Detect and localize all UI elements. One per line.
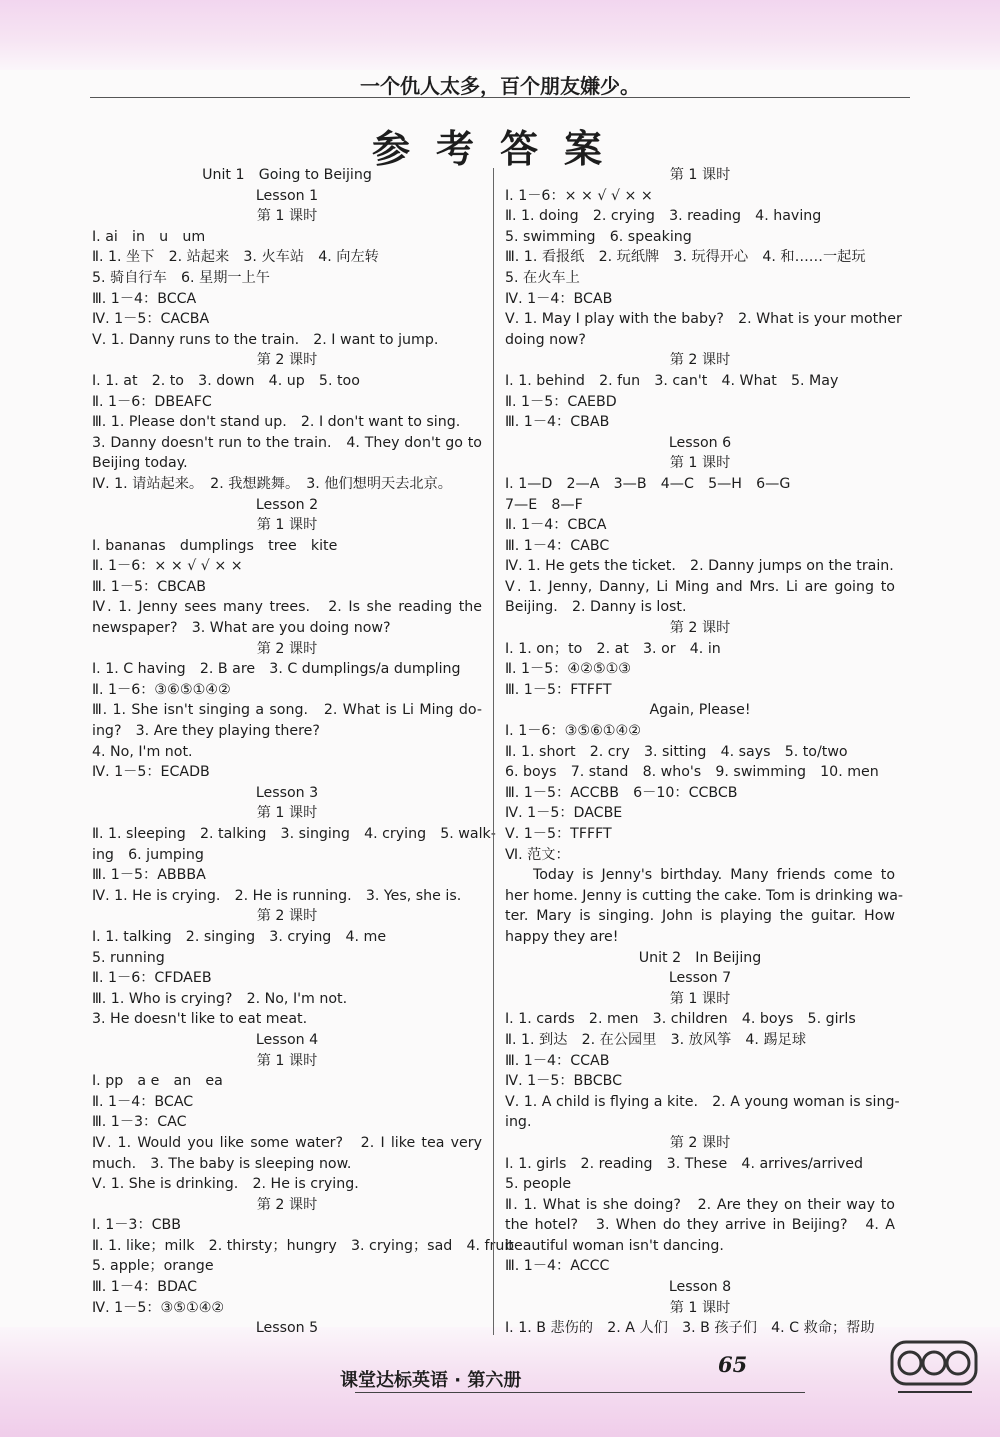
answer-line: Lesson 1 [255, 187, 319, 204]
answer-line: doing now? [505, 331, 586, 348]
answer-line: Ⅴ. 1. Jenny, Danny, Li Ming and Mrs. Li are going to [505, 578, 895, 595]
answer-line: 第 1 课时 [256, 1052, 318, 1069]
answer-line: Ⅰ. 1. B 悲伤的 2. A 人们 3. B 孩子们 4. C 救命；帮助 [505, 1320, 875, 1337]
answer-line: Ⅵ. 范文： [505, 846, 570, 863]
answer-line: Ⅴ. 1－5：TFFFT [505, 826, 612, 842]
answer-line: Ⅰ. 1. girls 2. reading 3. These 4. arrives/arrived [505, 1155, 863, 1172]
answer-line: happy they are! [505, 928, 619, 945]
answer-line: 第 1 课时 [256, 805, 318, 822]
answer-line: 5. swimming 6. speaking [505, 228, 692, 245]
answer-line: 第 2 课时 [669, 352, 731, 369]
answer-line: 3. He doesn't like to eat meat. [92, 1011, 308, 1028]
answer-line: Ⅰ. bananas dumplings tree kite [92, 537, 338, 554]
answer-line: 第 1 课时 [669, 455, 731, 472]
answer-line: 5. 在火车上 [505, 269, 580, 286]
answer-line: Ⅳ. 1. He is crying. 2. He is running. 3. Yes, she is. [92, 887, 462, 904]
answer-line: 第 1 课时 [669, 167, 731, 183]
answer-line: 5. 骑自行车 6. 星期一上午 [92, 269, 270, 286]
answer-line: the hotel? 3. When do they arrive in Beijing? 4. A [505, 1217, 895, 1234]
answer-line: 第 2 课时 [669, 620, 731, 637]
answer-line: Ⅲ. 1－4：CCAB [505, 1052, 610, 1069]
answer-line: Ⅰ. 1. behind 2. fun 3. can't 4. What 5. May [505, 372, 839, 389]
answer-line: Lesson 2 [255, 496, 319, 513]
answer-line: much. 3. The baby is sleeping now. [92, 1155, 352, 1172]
answer-line: ter. Mary is singing. John is playing the guitar. How [505, 908, 895, 925]
answer-line: Ⅲ. 1－5：ACCBB 6－10：CCBCB [505, 784, 738, 801]
answer-line: Ⅳ. 1－5：DACBE [505, 805, 623, 822]
answer-line: 第 1 课时 [256, 208, 318, 225]
answer-line: Ⅰ. 1—D 2—A 3—B 4—C 5—H 6—G [505, 475, 791, 492]
answers-right-column [505, 165, 904, 1339]
answer-line: Ⅳ. 1. Jenny sees many trees. 2. Is she reading the [92, 599, 482, 616]
answer-line: 4. No, I'm not. [92, 743, 193, 760]
answer-line: 第 2 课时 [256, 908, 318, 925]
answer-line: 第 1 课时 [669, 990, 731, 1007]
answer-line: Ⅱ. 1－6：DBEAFC [92, 393, 212, 410]
answer-line: Beijing. 2. Danny is lost. [505, 599, 687, 616]
answer-line: Ⅰ. ai in u um [92, 228, 206, 245]
answer-line: Ⅱ. 1. like；milk 2. thirsty；hungry 3. crying；sad 4. fruit [92, 1237, 514, 1254]
page-number: 65 [718, 1352, 748, 1377]
answer-line: ing 6. jumping [92, 846, 204, 863]
answer-line: her home. Jenny is cutting the cake. Tom is drinking wa- [505, 887, 904, 904]
answer-line: 第 2 课时 [669, 1134, 731, 1151]
answer-line: 第 1 课时 [669, 1299, 731, 1316]
answer-line: Ⅳ. 1－4：BCAB [505, 290, 613, 307]
answer-line: Lesson 4 [255, 1031, 319, 1048]
answer-line: Ⅰ. pp a e an ea [92, 1073, 223, 1090]
answer-line: Lesson 3 [255, 784, 319, 801]
answer-line: Ⅲ. 1－5：ABBBA [92, 867, 206, 884]
answer-line: Lesson 6 [668, 434, 732, 451]
answer-line: Again, Please! [649, 702, 751, 719]
answer-line: Ⅲ. 1. Please don't stand up. 2. I don't want to sing. [92, 414, 461, 431]
answer-line: Lesson 5 [255, 1320, 319, 1337]
watermark-logo [888, 1336, 980, 1398]
answer-line: Ⅳ. 1－5：③⑤①④② [92, 1299, 225, 1316]
answer-line: Ⅰ. 1. at 2. to 3. down 4. up 5. too [92, 372, 360, 389]
header-rule [90, 97, 910, 98]
answer-line: Ⅳ. 1. He gets the ticket. 2. Danny jumps on the train. [505, 558, 894, 575]
answer-line: 5. apple；orange [92, 1258, 214, 1275]
answer-line: Ⅰ. 1－6：③⑤⑥①④② [505, 723, 641, 740]
answer-line: ing. [505, 1114, 532, 1131]
answer-line: Ⅱ. 1－5：④②⑤①③ [505, 661, 632, 678]
answer-line: Ⅳ. 1. 请站起来。 2. 我想跳舞。 3. 他们想明天去北京。 [92, 475, 452, 492]
answer-line: Ⅲ. 1－3：CAC [92, 1114, 187, 1131]
answer-line: Ⅱ. 1－6：× × √ √ × × [92, 558, 243, 575]
column-divider [493, 168, 494, 1335]
answer-line: Lesson 8 [668, 1279, 732, 1296]
answer-line: 第 2 课时 [256, 1196, 318, 1213]
answer-line: 3. Danny doesn't run to the train. 4. They don't go to [92, 434, 482, 451]
answer-line: 第 2 课时 [256, 640, 318, 657]
answer-line: Ⅴ. 1. May I play with the baby? 2. What is your mother [505, 311, 902, 328]
answer-line: Unit 1 Going to Beijing [202, 167, 372, 183]
answer-line: Ⅱ. 1－5：CAEBD [505, 393, 617, 410]
answer-line: Ⅲ. 1. 看报纸 2. 玩纸牌 3. 玩得开心 4. 和……一起玩 [505, 249, 866, 266]
answer-line: Ⅰ. 1. on；to 2. at 3. or 4. in [505, 640, 721, 657]
answer-line: 第 2 课时 [256, 352, 318, 369]
answer-line: 第 1 课时 [256, 517, 318, 534]
page-title: 参考答案 [371, 126, 628, 171]
answer-line: Beijing today. [92, 455, 188, 472]
answer-line: Ⅱ. 1. doing 2. crying 3. reading 4. having [505, 208, 822, 225]
book-title: 课堂达标英语 · 第六册 [340, 1370, 522, 1391]
answer-line: Ⅲ. 1－4：CBAB [505, 414, 610, 431]
answer-line: 6. boys 7. stand 8. who's 9. swimming 10. men [505, 764, 879, 781]
answer-line: Unit 2 In Beijing [638, 949, 762, 966]
answer-line: Ⅱ. 1. What is she doing? 2. Are they on their way to [505, 1196, 895, 1213]
top-decorative-band [0, 0, 1000, 70]
answer-line: Ⅱ. 1－6：CFDAEB [92, 970, 212, 987]
answers-left-column [92, 165, 514, 1339]
answer-line: Ⅲ. 1－5：FTFFT [505, 681, 612, 698]
answer-line: Today is Jenny's birthday. Many friends come to [533, 867, 895, 884]
answer-line: Ⅰ. 1－6：× × √ √ × × [505, 187, 653, 204]
answer-line: Ⅰ. 1. C having 2. B are 3. C dumplings/a dumpling [92, 661, 461, 678]
answer-line: Ⅱ. 1－4：CBCA [505, 517, 607, 534]
answer-line: Ⅳ. 1－5：ECADB [92, 764, 210, 781]
answer-line: Ⅲ. 1－4：ACCC [505, 1258, 610, 1275]
answer-line: Ⅲ. 1－4：BCCA [92, 290, 197, 307]
answer-line: Ⅴ. 1. A child is flying a kite. 2. A young woman is sing- [505, 1093, 900, 1110]
answer-line: Ⅲ. 1－4：BDAC [92, 1279, 197, 1296]
answer-line: Ⅳ. 1. Would you like some water? 2. I like tea very [92, 1134, 482, 1151]
answer-line: Ⅴ. 1. She is drinking. 2. He is crying. [92, 1176, 359, 1193]
answer-line: beautiful woman isn't dancing. [505, 1237, 724, 1254]
answer-line: Ⅲ. 1. Who is crying? 2. No, I'm not. [92, 990, 348, 1007]
answer-line: Ⅱ. 1. short 2. cry 3. sitting 4. says 5. to/two [505, 743, 848, 760]
answer-line: Lesson 7 [668, 970, 732, 987]
answer-line: Ⅰ. 1. talking 2. singing 3. crying 4. me [92, 928, 387, 945]
answer-line: Ⅲ. 1－5：CBCAB [92, 578, 206, 595]
answer-line: Ⅱ. 1. sleeping 2. talking 3. singing 4. crying 5. walk- [92, 826, 496, 842]
footer-rule [355, 1392, 805, 1393]
answer-line: Ⅰ. 1. cards 2. men 3. children 4. boys 5. girls [505, 1011, 856, 1028]
answer-line: 5. running [92, 949, 165, 966]
answer-line: 5. people [505, 1176, 572, 1193]
answer-line: Ⅱ. 1－4：BCAC [92, 1093, 194, 1110]
answer-line: newspaper? 3. What are you doing now? [92, 620, 391, 637]
answer-line: 7—E 8—F [505, 496, 583, 513]
answer-line: Ⅱ. 1－6：③⑥⑤①④② [92, 681, 231, 698]
answer-line: ing? 3. Are they playing there? [92, 723, 320, 740]
answer-line: Ⅱ. 1. 坐下 2. 站起来 3. 火车站 4. 向左转 [92, 249, 379, 266]
answer-line: Ⅴ. 1. Danny runs to the train. 2. I want to jump. [92, 331, 439, 348]
answer-line: Ⅰ. 1－3：CBB [92, 1217, 182, 1234]
answer-line: Ⅳ. 1－5：CACBA [92, 311, 210, 328]
answer-line: Ⅲ. 1－4：CABC [505, 537, 610, 554]
answer-line: Ⅱ. 1. 到达 2. 在公园里 3. 放风筝 4. 踢足球 [505, 1031, 807, 1048]
answer-line: Ⅳ. 1－5：BBCBC [505, 1073, 623, 1090]
answer-line: Ⅲ. 1. She isn't singing a song. 2. What is Li Ming do- [92, 702, 482, 719]
header-motto: 一个仇人太多，百个朋友嫌少。 [360, 74, 640, 98]
